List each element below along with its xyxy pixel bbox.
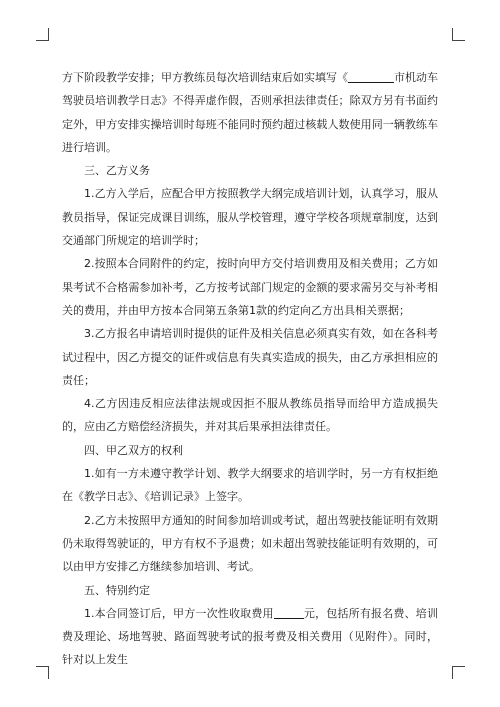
paragraph-text: 1.本合同签订后，甲方一次性收取费用 [84, 606, 274, 620]
clause-item: 3.乙方报名申请培训时提供的证件及相关信息必须真实有效，如在各科考试过程中，因乙方提交的证件或信息有失真实造成的损失，由乙方承担相应的责任； [62, 327, 438, 387]
clause-item: 1.乙方入学后，应配合甲方按照教学大纲完成培训计划，认真学习，服从教员指导，保证完成课目训练，服从学校管理，遵守学校各项规章制度，达到交通部门所规定的培训学时； [62, 187, 438, 248]
fill-in-blank [274, 606, 304, 619]
section-heading-obligations: 三、乙方义务 [84, 164, 150, 178]
clause-item: 4.乙方因违反相应法律法规或因拒不服从教练员指导而给甲方造成损失的，应由乙方赔偿经济损失，并对其后果承担法律责任。 [62, 397, 438, 434]
clause-item: 2.乙方未按照甲方通知的时间参加培训或考试，超出驾驶技能证明有效期仍未取得驾驶证的，甲方有权不予退费；如未超出驾驶技能证明有效期的，可以由甲方安排乙方继续参加培训、考试。 [62, 513, 438, 574]
crop-mark-bottom-left [36, 666, 49, 679]
section-heading-rights: 四、甲乙双方的权利 [84, 443, 183, 457]
crop-mark-top-left [36, 28, 49, 41]
paragraph-text: 方下阶段教学安排；甲方教练员每次培训结束后如实填写《 [62, 71, 348, 84]
document-body [62, 66, 438, 672]
paragraph-text: 市机动车驾驶员培训教学日志》不得弄虚作假，否则承担法律责任；除双方另有书面约定外，甲方安排实操培训时每班不能同时预约超过核载人数使用同一辆教练车进行培训。 [62, 71, 438, 154]
crop-mark-top-right [452, 28, 465, 41]
section-heading-special: 五、特别约定 [84, 583, 150, 597]
clause-item: 2.按照本合同附件的约定，按时向甲方交付培训费用及相关费用；乙方如果考试不合格需参加补考，乙方按考试部门规定的金额的要求需另交与补考相关的费用，并由甲方按本合同第五条第1款的约定向乙方出具相关票据； [62, 257, 438, 317]
clause-item: 1.如有一方未遵守教学计划、教学大纲要求的培训学时，另一方有权拒绝在《教学日志》、《培训记录》上签字。 [62, 467, 438, 504]
paragraph-continuation [62, 66, 438, 159]
clause-item [62, 602, 438, 672]
paragraph-text: 元，包括所有报名费、培训费及理论、场地驾驶、路面驾驶考试的报考费及相关费用（见附件）。同时，针对以上发生 [62, 606, 438, 667]
fill-in-blank [348, 70, 394, 83]
crop-mark-bottom-right [452, 666, 465, 679]
